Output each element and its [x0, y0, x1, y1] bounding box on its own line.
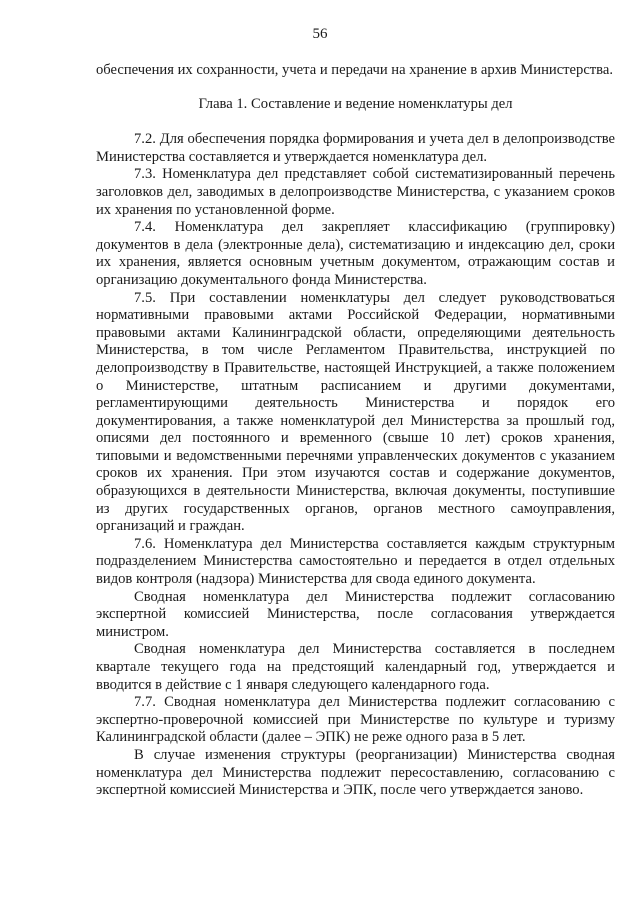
paragraph-7-7: 7.7. Сводная номенклатура дел Министерства подлежит согласованию с экспертно-проверочной комиссией при Министерстве по культуре и туризму Калининградской области (далее – ЭПК) не реже одного раза в 5 лет. [96, 694, 615, 746]
page-number: 56 [312, 26, 328, 42]
paragraph-7-4: 7.4. Номенклатура дел закрепляет классификацию (группировку) документов в дела (электронные дела), систематизацию и индексацию дел, сроки их хранения, является основным учетным документом, отражающим состав и организацию документального фонда Министерства. [96, 219, 615, 288]
document-body [96, 62, 615, 800]
paragraph-7-5: 7.5. При составлении номенклатуры дел следует руководствоваться нормативными правовыми актами Российской Федерации, нормативными правовыми актами Калининградской области, определяющими деятельность Министерства, в том числе Регламентом Правительства, инструкцией по делопроизводству в Правительстве, настоящей Инструкцией, а также положением о Министерстве, штатным расписанием и другими документами, регламентирующими деятельность Министерства и порядок его документирования, а также номенклатурой дел Министерства за прошлый год, описями дел постоянного и временного (свыше 10 лет) сроков хранения, типовыми и ведомственными перечнями управленческих документов с указанием сроков их хранения. При этом изучаются состав и содержание документов, образующихся в деятельности Министерства, включая документы, поступившие из других государственных органов, органов местного самоуправления, организаций и граждан. [96, 289, 615, 535]
chapter-heading: Глава 1. Составление и ведение номенклатуры дел [198, 95, 513, 112]
paragraph-7-2: 7.2. Для обеспечения порядка формирования и учета дел в делопроизводстве Министерства составляется и утверждается номенклатура дел. [96, 131, 615, 165]
paragraph-reorganization: В случае изменения структуры (реорганизации) Министерства сводная номенклатура дел Министерства подлежит пересоставлению, согласованию с экспертной комиссией Министерства и ЭПК, после чего утверждается заново. [96, 746, 615, 799]
paragraph-nomenclature-approval: Сводная номенклатура дел Министерства подлежит согласованию экспертной комиссией Министерства, после согласования утверждается министром. [96, 588, 615, 640]
continuation-paragraph: обеспечения их сохранности, учета и передачи на хранение в архив Министерства. [96, 62, 614, 78]
paragraph-nomenclature-timing: Сводная номенклатура дел Министерства составляется в последнем квартале текущего года на предстоящий календарный год, утверждается и вводится в действие с 1 января следующего календарного года. [96, 641, 615, 693]
paragraph-7-3: 7.3. Номенклатура дел представляет собой систематизированный перечень заголовков дел, заводимых в делопроизводстве Министерства, с указанием сроков их хранения по установленной форме. [96, 166, 615, 218]
paragraph-7-6: 7.6. Номенклатура дел Министерства составляется каждым структурным подразделением Министерства самостоятельно и передается в отдел отдельных видов контроля (надзора) Министерства для свода единого документа. [96, 535, 615, 588]
